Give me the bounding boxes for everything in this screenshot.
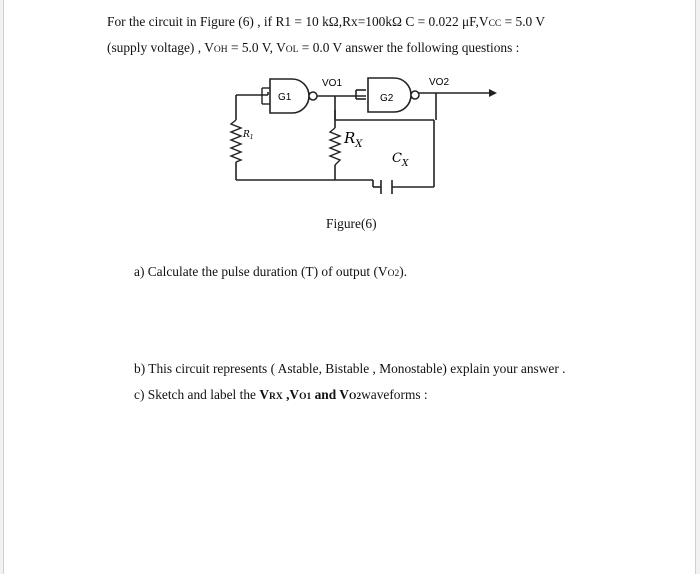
r1-label: $R_1$ [243,130,254,141]
vo1-subscript: O1 [299,392,312,402]
vrx-symbol: V [259,387,269,402]
r1-resistor-icon [231,120,241,162]
vo1-label: VO1 [322,78,343,89]
question-c-tail: waveforms : [361,387,428,402]
gate-g1-bubble-icon [309,92,317,100]
question-a-text: a) Calculate the pulse duration (T) of output (V [134,264,388,279]
document-page [3,0,696,574]
vo2-subscript: O2 [387,269,400,279]
question-b: b) This circuit represents ( Astable, Bistable , Monostable) explain your answer . [134,361,566,376]
intro-line-1-tail: = 5.0 V [501,14,546,29]
rx-label: $R_X$ [344,129,363,150]
question-c-text: c) Sketch and label the [134,387,260,402]
question-a [134,264,407,282]
intro-line-1-text: For the circuit in Figure (6) , if R1 = 10 kΩ,Rx=100kΩ C = 0.022 μF,V [107,14,489,29]
gate-g2-bubble-icon [411,91,419,99]
vo2-symbol: and V [311,387,349,402]
gate-g1 [262,79,317,113]
figure-caption: Figure(6) [326,216,377,231]
output-arrow-icon [489,89,497,97]
voh-subscript: OH [213,45,228,55]
vcc-subscript: CC [488,19,502,29]
intro-line-2-text: (supply voltage) , V [107,40,214,55]
question-c [134,387,428,405]
cx-capacitor-icon [381,180,392,194]
vo1-symbol: ,V [282,387,300,402]
rx-resistor-icon [330,128,340,165]
circuit-figure [4,0,695,574]
vo2-label: VO2 [429,77,450,88]
gate-g2 [368,78,419,112]
intro-line-2-mid: = 5.0 V, V [227,40,286,55]
vo2-c-subscript: O2 [348,392,362,402]
question-a-tail: ). [399,264,408,279]
vol-subscript: OL [285,45,299,55]
intro-line-2-tail: = 0.0 V answer the following questions : [298,40,520,55]
gate-g2-label: G2 [380,93,394,104]
cx-label: $C_X$ [392,151,409,169]
vrx-subscript: RX [268,392,283,402]
gate-g1-label: G1 [278,92,292,103]
